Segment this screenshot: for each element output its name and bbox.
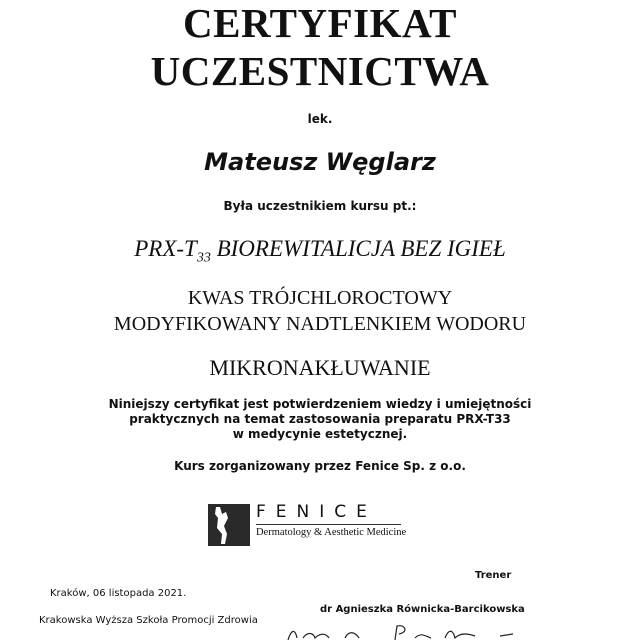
certificate-title-line1: CERTYFIKAT bbox=[183, 0, 457, 46]
participant-name: Mateusz Węglarz bbox=[204, 148, 436, 176]
certificate-title-line2: UCZESTNICTWA bbox=[150, 48, 490, 94]
logo-tagline: Dermatology & Aesthetic Medicine bbox=[256, 527, 407, 538]
place-date: Kraków, 06 listopada 2021. bbox=[50, 588, 187, 599]
logo-divider bbox=[256, 524, 401, 525]
fenice-logo bbox=[208, 502, 407, 556]
signature bbox=[285, 620, 535, 640]
trainer-label: Trener bbox=[475, 570, 512, 581]
statement-line2: praktycznych na temat zastosowania preparatu PRX-T33 bbox=[129, 412, 511, 426]
statement bbox=[0, 397, 640, 442]
organizer-text: Kurs zorganizowany przez Fenice Sp. z o.o. bbox=[174, 459, 466, 473]
statement-line1: Niniejszy certyfikat jest potwierdzeniem wiedzy i umiejętności bbox=[108, 397, 532, 411]
course-title-suffix: BIOREWITALICJA BEZ IGIEŁ bbox=[210, 236, 506, 261]
logo-name: FENICE bbox=[256, 502, 377, 522]
honorific: lek. bbox=[307, 112, 333, 126]
course-title-subscript: 33 bbox=[196, 250, 211, 266]
course-subtitle-line1: KWAS TRÓJCHLOROCTOWY bbox=[187, 287, 453, 309]
course-subtitle-line2: MODYFIKOWANY NADTLENKIEM WODORU bbox=[113, 313, 527, 335]
figure-icon bbox=[208, 504, 250, 546]
course-title-prefix: PRX-T bbox=[134, 236, 197, 261]
statement-line3: w medycynie estetycznej. bbox=[232, 427, 408, 441]
trainer-name: dr Agnieszka Równicka-Barcikowska bbox=[320, 604, 525, 615]
institution: Krakowska Wyższa Szkoła Promocji Zdrowia bbox=[39, 615, 258, 626]
course-subtitle-line3: MIKRONAKŁUWANIE bbox=[209, 355, 431, 380]
course-title bbox=[0, 236, 640, 267]
participation-text: Była uczestnikiem kursu pt.: bbox=[223, 199, 417, 213]
